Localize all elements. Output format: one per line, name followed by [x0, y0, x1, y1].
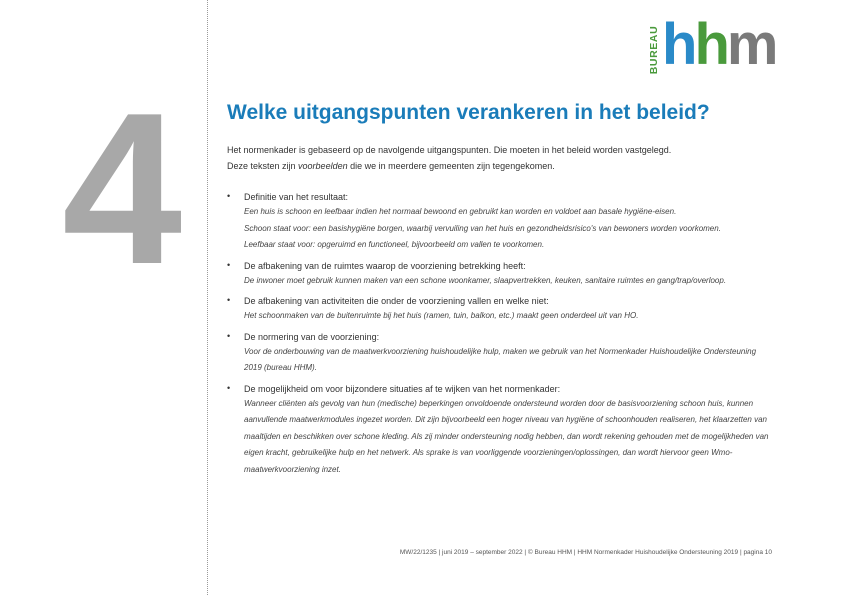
list-item-text: Een huis is schoon en leefbaar indien het normaal bewoond en gebruikt kan worden en voldoet aan basale hygiëne-eisen.: [244, 207, 677, 216]
bullet-icon: •: [227, 295, 231, 305]
intro-line-1: Het normenkader is gebaseerd op de navolgende uitgangspunten. Die moeten in het beleid worden vastgelegd.: [227, 145, 672, 155]
list-item: [227, 330, 772, 377]
intro-paragraph: [227, 142, 787, 174]
list-item-text: Schoon staat voor: een basishygiëne borgen, waarbij vervuiling van het huis en gezondheidsrisico's van bewoners worden voorkomen.: [244, 223, 721, 233]
list-item-text: Wanneer cliënten als gevolg van hun (medische) beperkingen onvoldoende ondersteund worden door de basisvoorziening schoon huis, kunnen aanvullende maatwerkmodules ingezet worden. Dit zijn bijvoorbeeld een hoger niveau van hygiëne of schoonhouden realiseren, het klaarzetten van maaltijden en beschikken over schone kleding. Als zij minder ondersteuning nodig hebben, dan wordt rekening gehouden met de mogelijkheden van eigen kracht, gebruikelijke hulp en het netwerk. Als sprake is van voorliggende voorzieningen/oplossingen, dan wordt hiervoor geen Wmo-maatwerkvoorziening inzet.: [244, 398, 769, 474]
list-item-text: Het schoonmaken van de buitenruimte bij het huis (ramen, tuin, balkon, etc.) maakt geen onderdeel uit van HO.: [244, 311, 639, 320]
page-title: Welke uitgangspunten verankeren in het beleid?: [227, 101, 710, 124]
intro-line-2: Deze teksten zijn voorbeelden die we in meerdere gemeenten zijn tegengekomen.: [227, 161, 555, 171]
list-item: [227, 259, 772, 290]
list-item: [227, 190, 772, 254]
logo-wordmark: hhm: [662, 12, 776, 77]
list-item-heading: De mogelijkheid om voor bijzondere situaties af te wijken van het normenkader:: [244, 383, 561, 394]
list-item: [227, 294, 772, 325]
list-item-heading: De normering van de voorziening:: [244, 331, 380, 342]
list-item-text: Voor de onderbouwing van de maatwerkvoorziening huishoudelijke hulp, maken we gebruik van het Normenkader Huishoudelijke Ondersteuning 2019 (bureau HHM).: [244, 346, 757, 372]
list-item-text: Leefbaar staat voor: opgeruimd en functioneel, bijvoorbeeld om vallen te voorkomen.: [244, 240, 545, 249]
bullet-icon: •: [227, 191, 231, 201]
bullet-icon: •: [227, 382, 231, 393]
principles-list: [227, 190, 772, 483]
chapter-number: 4: [62, 67, 183, 309]
list-item-heading: Definitie van het resultaat:: [244, 192, 349, 202]
hhm-logo: [648, 12, 776, 78]
list-item: [227, 382, 772, 479]
list-item-heading: De afbakening van activiteiten die onder de voorziening vallen en welke niet:: [244, 296, 549, 306]
margin-divider: [207, 0, 208, 595]
bullet-icon: •: [227, 330, 231, 341]
page-footer: MW/22/1235 | juni 2019 – september 2022 | © Bureau HHM | HHM Normenkader Huishoudelijke Ondersteuning 2019 | pagina 10: [399, 549, 772, 556]
logo-bureau-text: BUREAU: [648, 25, 660, 75]
list-item-text: De inwoner moet gebruik kunnen maken van een schone woonkamer, slaapvertrekken, keuken, sanitaire ruimtes en gang/trap/overloop.: [244, 275, 727, 285]
list-item-heading: De afbakening van de ruimtes waarop de voorziening betrekking heeft:: [244, 260, 526, 271]
bullet-icon: •: [227, 259, 231, 270]
